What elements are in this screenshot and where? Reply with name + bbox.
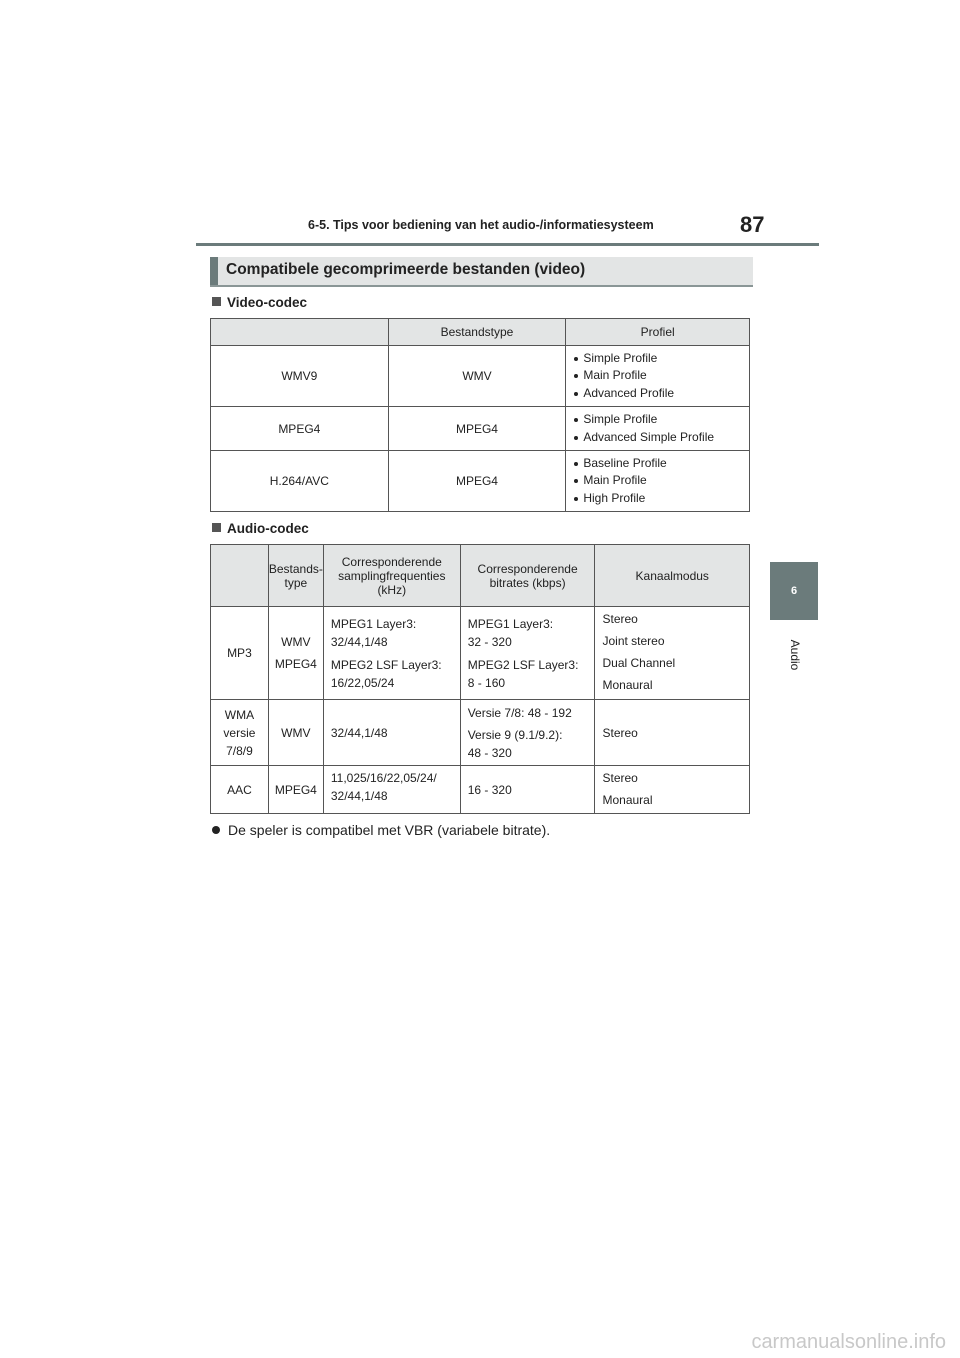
bullet-dot-icon [212, 826, 220, 834]
table-row [211, 346, 750, 407]
video-codec-table [210, 318, 750, 512]
header-section-title: 6-5. Tips voor bediening van het audio-/informatiesysteem [308, 218, 654, 232]
table-row [211, 607, 750, 700]
section-title-bar [210, 257, 218, 285]
list-item: Advanced Simple Profile [574, 429, 749, 447]
chapter-tab-label: Audio [788, 639, 802, 671]
type-cell: WMV [388, 346, 566, 407]
square-bullet-icon [212, 523, 221, 532]
table-header-cell: Corresponderende samplingfrequenties (kHz) [323, 545, 460, 607]
list-item: Advanced Profile [574, 385, 749, 403]
list-item: Simple Profile [574, 411, 749, 429]
codec-cell: WMV9 [211, 346, 389, 407]
profile-list [566, 455, 749, 508]
mode-cell: Stereo Monaural [595, 766, 750, 814]
bitrate-cell: MPEG1 Layer3: 32 - 320 MPEG2 LSF Layer3: 8 - 160 [460, 607, 595, 700]
table-row [211, 451, 750, 512]
bitrate-cell: 16 - 320 [460, 766, 595, 814]
type-cell: MPEG4 [268, 766, 323, 814]
page-number: 87 [740, 212, 765, 237]
video-codec-heading: Video-codec [212, 295, 307, 310]
mode-cell: Stereo Joint stereo Dual Channel Monaural [595, 607, 750, 700]
type-cell: MPEG4 [388, 407, 566, 451]
table-header-cell: Corresponderende bitrates (kbps) [460, 545, 595, 607]
table-header-cell: Bestandstype [388, 319, 566, 346]
sampling-cell: 32/44,1/48 [323, 700, 460, 766]
audio-codec-table [210, 544, 750, 814]
sampling-cell: 11,025/16/22,05/24/ 32/44,1/48 [323, 766, 460, 814]
table-row [211, 407, 750, 451]
list-item: Main Profile [574, 367, 749, 385]
audio-codec-heading: Audio-codec [212, 521, 309, 536]
profile-cell [566, 346, 750, 407]
bitrate-cell: Versie 7/8: 48 - 192 Versie 9 (9.1/9.2): 48 - 320 [460, 700, 595, 766]
table-header-cell: Kanaalmodus [595, 545, 750, 607]
table-header-cell [211, 319, 389, 346]
sampling-cell: MPEG1 Layer3: 32/44,1/48 MPEG2 LSF Layer3: 16/22,05/24 [323, 607, 460, 700]
type-cell: WMV MPEG4 [268, 607, 323, 700]
chapter-tab[interactable]: 6 [770, 562, 818, 620]
watermark-text: carmanualsonline.info [751, 1331, 946, 1353]
type-cell: WMV [268, 700, 323, 766]
table-row [211, 700, 750, 766]
codec-cell: MP3 [211, 607, 269, 700]
section-title [210, 257, 753, 287]
header-rule [196, 243, 819, 246]
table-header-cell: Profiel [566, 319, 750, 346]
profile-list [566, 411, 749, 446]
list-item: Baseline Profile [574, 455, 749, 473]
mode-cell: Stereo [595, 700, 750, 766]
vbr-note: De speler is compatibel met VBR (variabele bitrate). [212, 822, 550, 838]
table-row [211, 766, 750, 814]
table-header-cell [211, 545, 269, 607]
codec-cell: MPEG4 [211, 407, 389, 451]
square-bullet-icon [212, 297, 221, 306]
profile-list [566, 350, 749, 403]
codec-cell: WMA versie 7/8/9 [211, 700, 269, 766]
list-item: Simple Profile [574, 350, 749, 368]
section-title-text: Compatibele gecomprimeerde bestanden (video) [226, 261, 586, 278]
table-header-cell: Bestands- type [268, 545, 323, 607]
codec-cell: AAC [211, 766, 269, 814]
list-item: Main Profile [574, 472, 749, 490]
codec-cell: H.264/AVC [211, 451, 389, 512]
profile-cell [566, 407, 750, 451]
list-item: High Profile [574, 490, 749, 508]
profile-cell [566, 451, 750, 512]
type-cell: MPEG4 [388, 451, 566, 512]
table-header-row [211, 319, 750, 346]
table-header-row [211, 545, 750, 607]
